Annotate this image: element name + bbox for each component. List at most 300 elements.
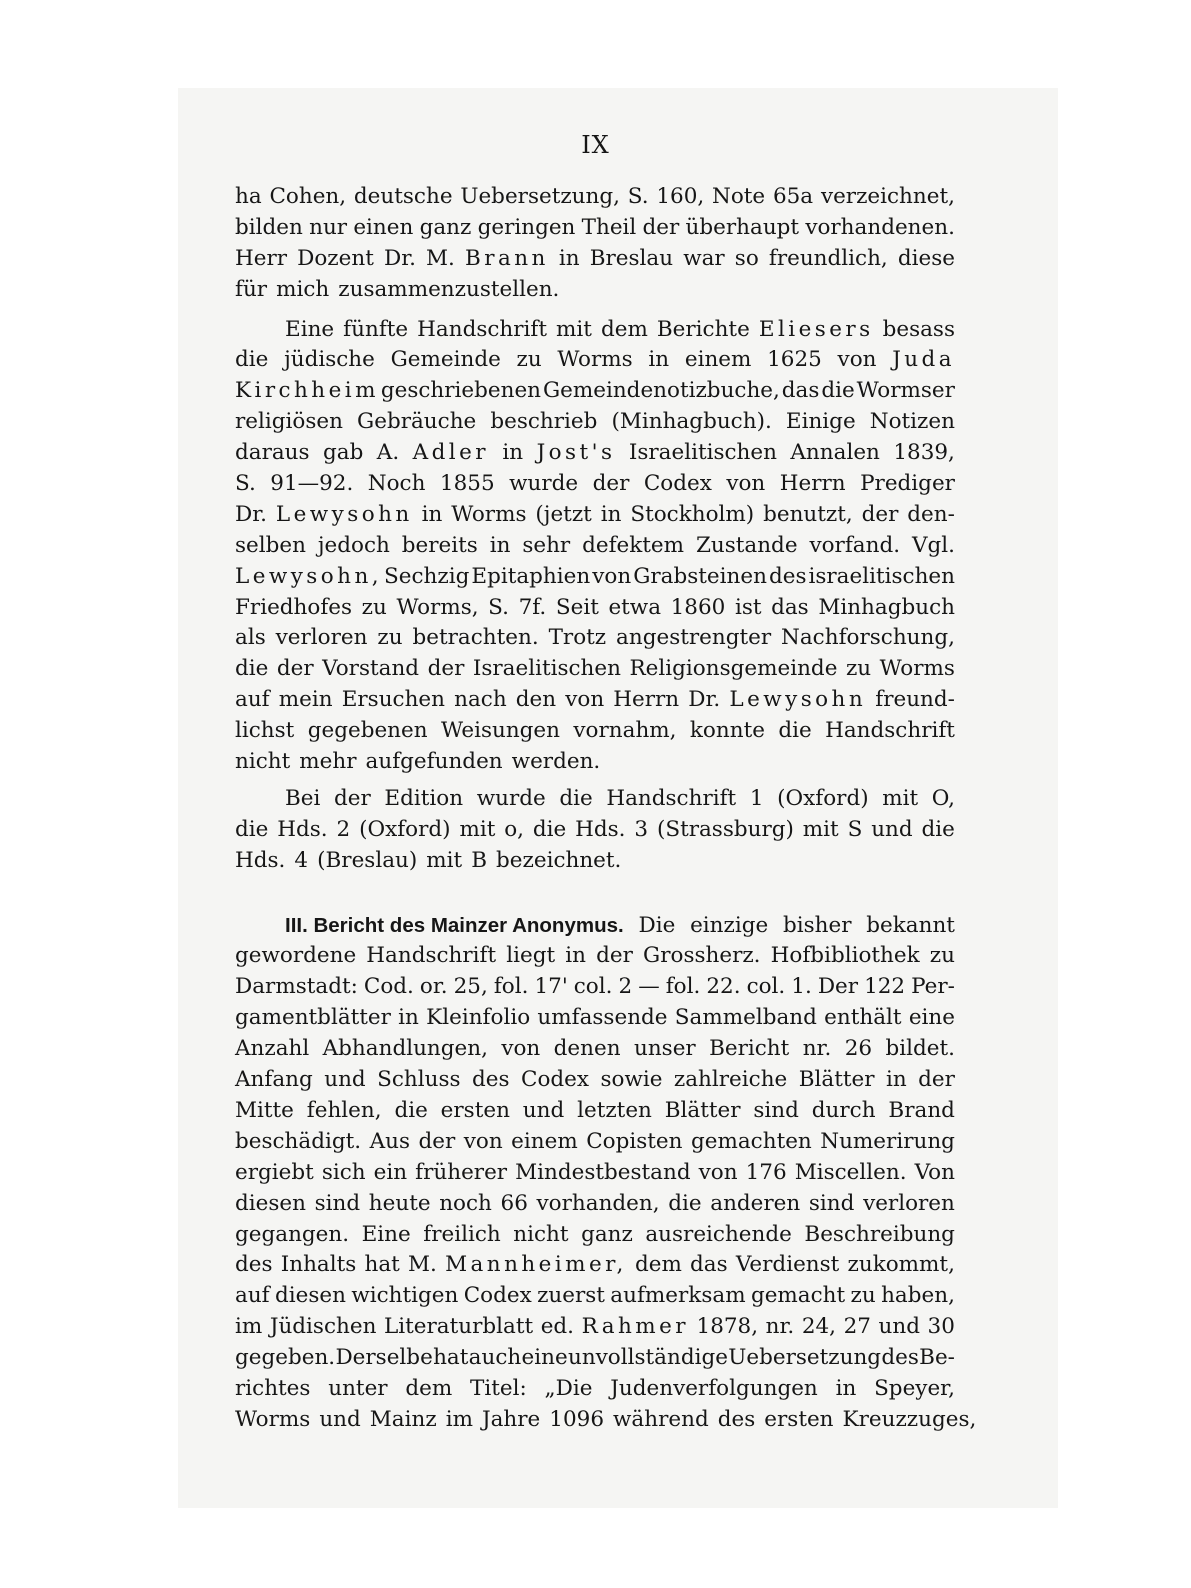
word: durch [811,1097,876,1123]
word: nicht [235,749,291,775]
word: Jahre [481,1406,541,1432]
word: die [821,378,855,404]
word: Literaturblatt [384,1314,534,1340]
word: col. [573,974,613,1000]
word: Abhandlungen, [322,1036,488,1062]
word: von [463,1128,503,1154]
word: vorhandenen. [805,214,955,240]
text-line [235,685,955,716]
word: anderen [710,1190,801,1216]
word: (Oxford) [359,816,451,842]
word: verloren [275,625,368,651]
word: der [334,785,371,811]
word: Aus [369,1128,411,1154]
word: und [522,1097,565,1123]
word: haben, [881,1283,955,1309]
word: verzeichnet, [820,184,955,209]
text-line [235,846,955,877]
word: „Die [544,1375,593,1401]
paragraph [235,315,955,778]
word: bezeichnet. [496,847,622,873]
word: col. [746,974,786,1000]
word: vorhanden, [536,1190,660,1216]
word: in [398,1005,419,1031]
text-line [235,1312,955,1343]
word: zu [377,625,403,651]
word: Weisungen [441,718,561,744]
text-line [235,275,955,306]
word: Dr. [235,501,267,527]
spaced-name: Lewysohn [729,687,867,713]
text-line [235,911,955,942]
word: Dr. [383,245,416,271]
word: enthält [824,1005,902,1031]
word: Bei [285,785,321,811]
word: Be- [919,1345,955,1371]
word: gegeben. [235,1345,336,1371]
word: Derselbe [335,1345,433,1371]
word: die [532,816,567,842]
word: gegangen. [235,1221,350,1247]
text-line [235,1003,955,1034]
word: bereits [401,532,478,558]
word: Herr [235,245,288,271]
word: Handschrift [366,943,497,969]
word: Dozent [297,245,374,271]
word: fol. [665,974,701,1000]
word: Cod. [363,974,414,1000]
paragraph [235,182,955,306]
word: der [918,1067,955,1093]
word: von [726,471,766,497]
word: Handschrift [606,785,737,811]
text-line [235,213,955,244]
word: Die [638,912,676,938]
word: zukommt, [847,1252,955,1278]
word: war [683,245,725,271]
paragraph-gap [235,877,955,911]
word: ha [235,184,262,209]
word: freundlich, [768,245,888,271]
word: im [235,1314,263,1340]
word: besass [882,316,955,342]
spaced-name: Eliesers [758,316,874,342]
word: Worms, [396,594,479,620]
word: Eine [285,316,335,342]
word: in [558,245,580,271]
word: gewordene [235,943,357,969]
text-line [235,593,955,624]
word: 65a [772,184,814,209]
word: Beschreibung [804,1221,955,1247]
word: Codex [643,471,712,497]
word: 24, [801,1314,837,1340]
word: Copisten [586,1128,683,1154]
word: mit [802,816,839,842]
text-line [235,562,955,593]
word: eine [908,1005,955,1031]
word: Per- [911,974,955,1000]
word: Sammelband [674,1005,817,1031]
word: Mindestbestand [515,1159,691,1185]
word: den- [907,501,955,527]
word: Speyer, [874,1375,955,1401]
paragraph [235,911,977,1436]
word: sehr [522,532,571,558]
word: defektem [582,532,685,558]
text-line [235,623,955,654]
spaced-name: Jost's [536,440,616,466]
word: der [861,501,899,527]
word: die [235,656,269,682]
text-line [235,815,955,846]
word: ausreichende [645,1221,792,1247]
word: einem [684,347,752,373]
word: o, [504,816,524,842]
word: betrachten. [412,625,539,651]
word: ganz [419,214,472,240]
word: hat [433,1345,469,1371]
word: gamentblätter [235,1005,391,1031]
word: zusammenzustellen. [338,276,560,302]
word: einzige [690,912,769,938]
word: Hds. [277,816,328,842]
word: S. [488,594,509,620]
word: der [596,943,633,969]
word: Hofbibliothek [770,943,920,969]
word: 4 [294,847,309,873]
word: Edition [384,785,464,811]
word: Anzahl [235,1036,310,1062]
word: O, [931,785,955,811]
word: Codex [521,1067,590,1093]
word: Numerirung [820,1128,955,1154]
word: gemachten [690,1128,812,1154]
word: die [235,347,269,373]
word: (Breslau) [317,847,418,873]
word: wurde [509,471,579,497]
text-line [235,654,955,685]
word: ist [734,594,762,620]
text-line [235,469,955,500]
word: auf [235,1283,270,1309]
word: M. [408,1252,437,1278]
word: Kreuzzuges, [842,1406,977,1432]
word: Anfang [235,1067,313,1093]
word: gemacht [750,1283,846,1309]
text-line [235,1281,955,1312]
word: gegebenen [307,718,428,744]
text-line [235,1127,955,1158]
word: Seit [555,594,599,620]
word: Wormser [856,378,955,404]
word: mich [276,276,330,302]
word: ganz [581,1221,633,1247]
word: zuerst [537,1283,605,1309]
word: Theil [581,214,637,240]
text-line [235,500,955,531]
word: nach [454,687,507,713]
word: lichst [235,718,295,744]
word: Israelitischen [628,440,777,466]
word: in [835,1375,857,1401]
word: Mitte [235,1097,294,1123]
word: Herrn [613,687,680,713]
word: Stockholm) [630,501,755,527]
word: Breslau [589,245,674,271]
word: in [502,440,524,466]
word: Worms [451,501,527,527]
word: des [472,1067,510,1093]
word: Einige [785,409,856,435]
word: Schluss [377,1067,461,1093]
word: Worms [557,347,633,373]
word: M. [426,245,455,271]
word: 1878, [696,1314,759,1340]
word: mit [556,316,592,342]
word: auch [468,1345,522,1371]
word: wurde [476,785,546,811]
word: diesen [235,1190,306,1216]
word: Gemeindenotizbuche, [542,378,780,404]
word: die [394,1097,428,1123]
word: vorfand. [809,532,901,558]
word: der [418,1128,456,1154]
word: Note [712,184,766,209]
word: und [871,816,913,842]
word: Worms [879,656,955,682]
word: 17' [534,974,568,1000]
word: nur [309,214,348,240]
word: nr. [802,1036,832,1062]
word: Uebersetzung, [460,184,620,209]
word: Judenverfolgungen [610,1375,818,1401]
word: 3 [634,816,649,842]
word: umfassende [537,1005,668,1031]
spaced-name: Mannheimer, [445,1252,627,1278]
word: Friedhofes [235,594,353,620]
word: 66 [500,1190,528,1216]
word: und [324,1067,366,1093]
section-heading: III. Bericht des Mainzer Anonymus. [285,913,624,937]
text-line [235,315,955,346]
word: sowie [600,1067,663,1093]
word: von [592,563,632,589]
word: 1860 [670,594,726,620]
word: Codex [463,1283,532,1309]
spaced-name: Lewysohn [275,501,413,527]
word: sind [314,1190,361,1216]
word: 122 [864,974,906,1000]
word: Titel: [470,1375,527,1401]
text-line [235,182,955,213]
word: des [768,563,807,589]
word: in [600,501,622,527]
text-line [235,1405,977,1436]
word: Prediger [860,471,955,497]
word: jedoch [317,532,390,558]
word: or. [419,974,448,1000]
word: mit [882,785,919,811]
text-line [235,1220,955,1251]
word: Bericht [709,1036,790,1062]
word: (Oxford) [777,785,869,811]
word: die [235,816,269,842]
word: Notizen [869,409,955,435]
word: S. [627,184,649,209]
word: B [471,847,488,873]
word: Verdienst [735,1252,840,1278]
word: des [881,1345,919,1371]
word: selben [235,532,306,558]
word: Dr. [688,687,721,713]
word: 2 [618,974,633,1000]
word: 27 [843,1314,871,1340]
word: der [592,471,630,497]
word: zu [361,594,387,620]
text-line [235,1096,955,1127]
word: in [489,532,511,558]
word: 25, [453,974,488,1000]
word: Sechzig [384,563,470,589]
word: und [319,1406,361,1432]
word: ersten [440,1097,510,1123]
word: hat [364,1252,400,1278]
word: Hds. [575,816,626,842]
word: mit [426,847,463,873]
word: der [427,656,465,682]
word: Brand [888,1097,955,1123]
word: 91—92. [270,471,354,497]
word: liegt [506,943,556,969]
word: das [781,378,820,404]
word: auf [235,687,270,713]
word: Handschrift [825,718,955,744]
word: 1839, [893,440,955,466]
word: sich [321,1159,366,1185]
word: Hds. [235,847,286,873]
word: denen [553,1036,621,1062]
word: unter [328,1375,388,1401]
word: der [276,656,314,682]
word: während [613,1406,709,1432]
text-line [235,784,955,815]
word: Gebräuche [357,409,477,435]
word: S [847,816,863,842]
word: religiösen [235,409,343,435]
word: Handschrift [417,316,548,342]
word: wichtigen [351,1283,459,1309]
word: 1096 [549,1406,605,1432]
word: noch [439,1190,492,1216]
word: fünfte [343,316,409,342]
word: die [668,1190,702,1216]
word: freilich [423,1221,501,1247]
word: Gemeinde [390,347,501,373]
word: des [235,1252,273,1278]
word: so [734,245,759,271]
word: diese [897,245,955,271]
word: Vgl. [911,532,955,558]
word: — [638,974,660,1000]
word: bilden [235,214,303,240]
word: von [565,687,605,713]
word: aufmerksam [610,1283,746,1309]
word: Trotz [548,625,607,651]
word: angestrengter [616,625,772,651]
text-line [235,747,955,778]
word: Worms [235,1406,311,1432]
text-line [235,1065,955,1096]
word: einem [511,1128,578,1154]
word: 160, [656,184,705,209]
word: Der [817,974,859,1000]
word: ed. [540,1314,575,1340]
word: Eine [361,1221,411,1247]
word: die [778,718,812,744]
word: jüdische [284,347,375,373]
word: das [690,1252,728,1278]
word: Von [914,1159,955,1185]
word: Jüdischen [269,1314,377,1340]
word: früherer [415,1159,508,1185]
word: dem [634,1252,682,1278]
word: fol. [493,974,529,1000]
word: 1. [791,974,812,1000]
word: sind [753,1097,799,1123]
word: deutsche [353,184,453,209]
word: gab [323,440,364,466]
word: daraus [235,440,310,466]
word: Vorstand [322,656,420,682]
word: nr. [765,1314,795,1340]
word: 1625 [767,347,822,373]
word: zu [850,1283,876,1309]
word: von [837,347,877,373]
word: überhaupt [685,214,800,240]
word: als [235,625,266,651]
word: im [445,1406,473,1432]
word: für [235,276,268,302]
word: Berichte [656,316,750,342]
word: des [717,1406,756,1432]
word: Noch [367,471,426,497]
word: dem [405,1375,453,1401]
word: Kleinfolio [426,1005,531,1031]
text-line [235,972,955,1003]
word: Religionsgemeinde [629,656,838,682]
text-line [235,1189,955,1220]
word: das [771,594,809,620]
word: eine [521,1345,568,1371]
text-line [235,1034,955,1065]
word: richtes [235,1375,311,1401]
word: Epitaphien [471,563,591,589]
word: von [501,1036,541,1062]
word: (Strassburg) [656,816,794,842]
text-line [235,1158,955,1189]
word: 1855 [439,471,495,497]
word: (Minhagbuch). [611,409,772,435]
word: mein [278,687,333,713]
word: Blätter [798,1067,875,1093]
word: beschädigt. [235,1128,362,1154]
spaced-name: Kirchheim [235,378,379,404]
text-line [235,1343,955,1374]
word: von [698,1159,738,1185]
word: geringen [477,214,576,240]
word: Nachforschung, [781,625,955,651]
